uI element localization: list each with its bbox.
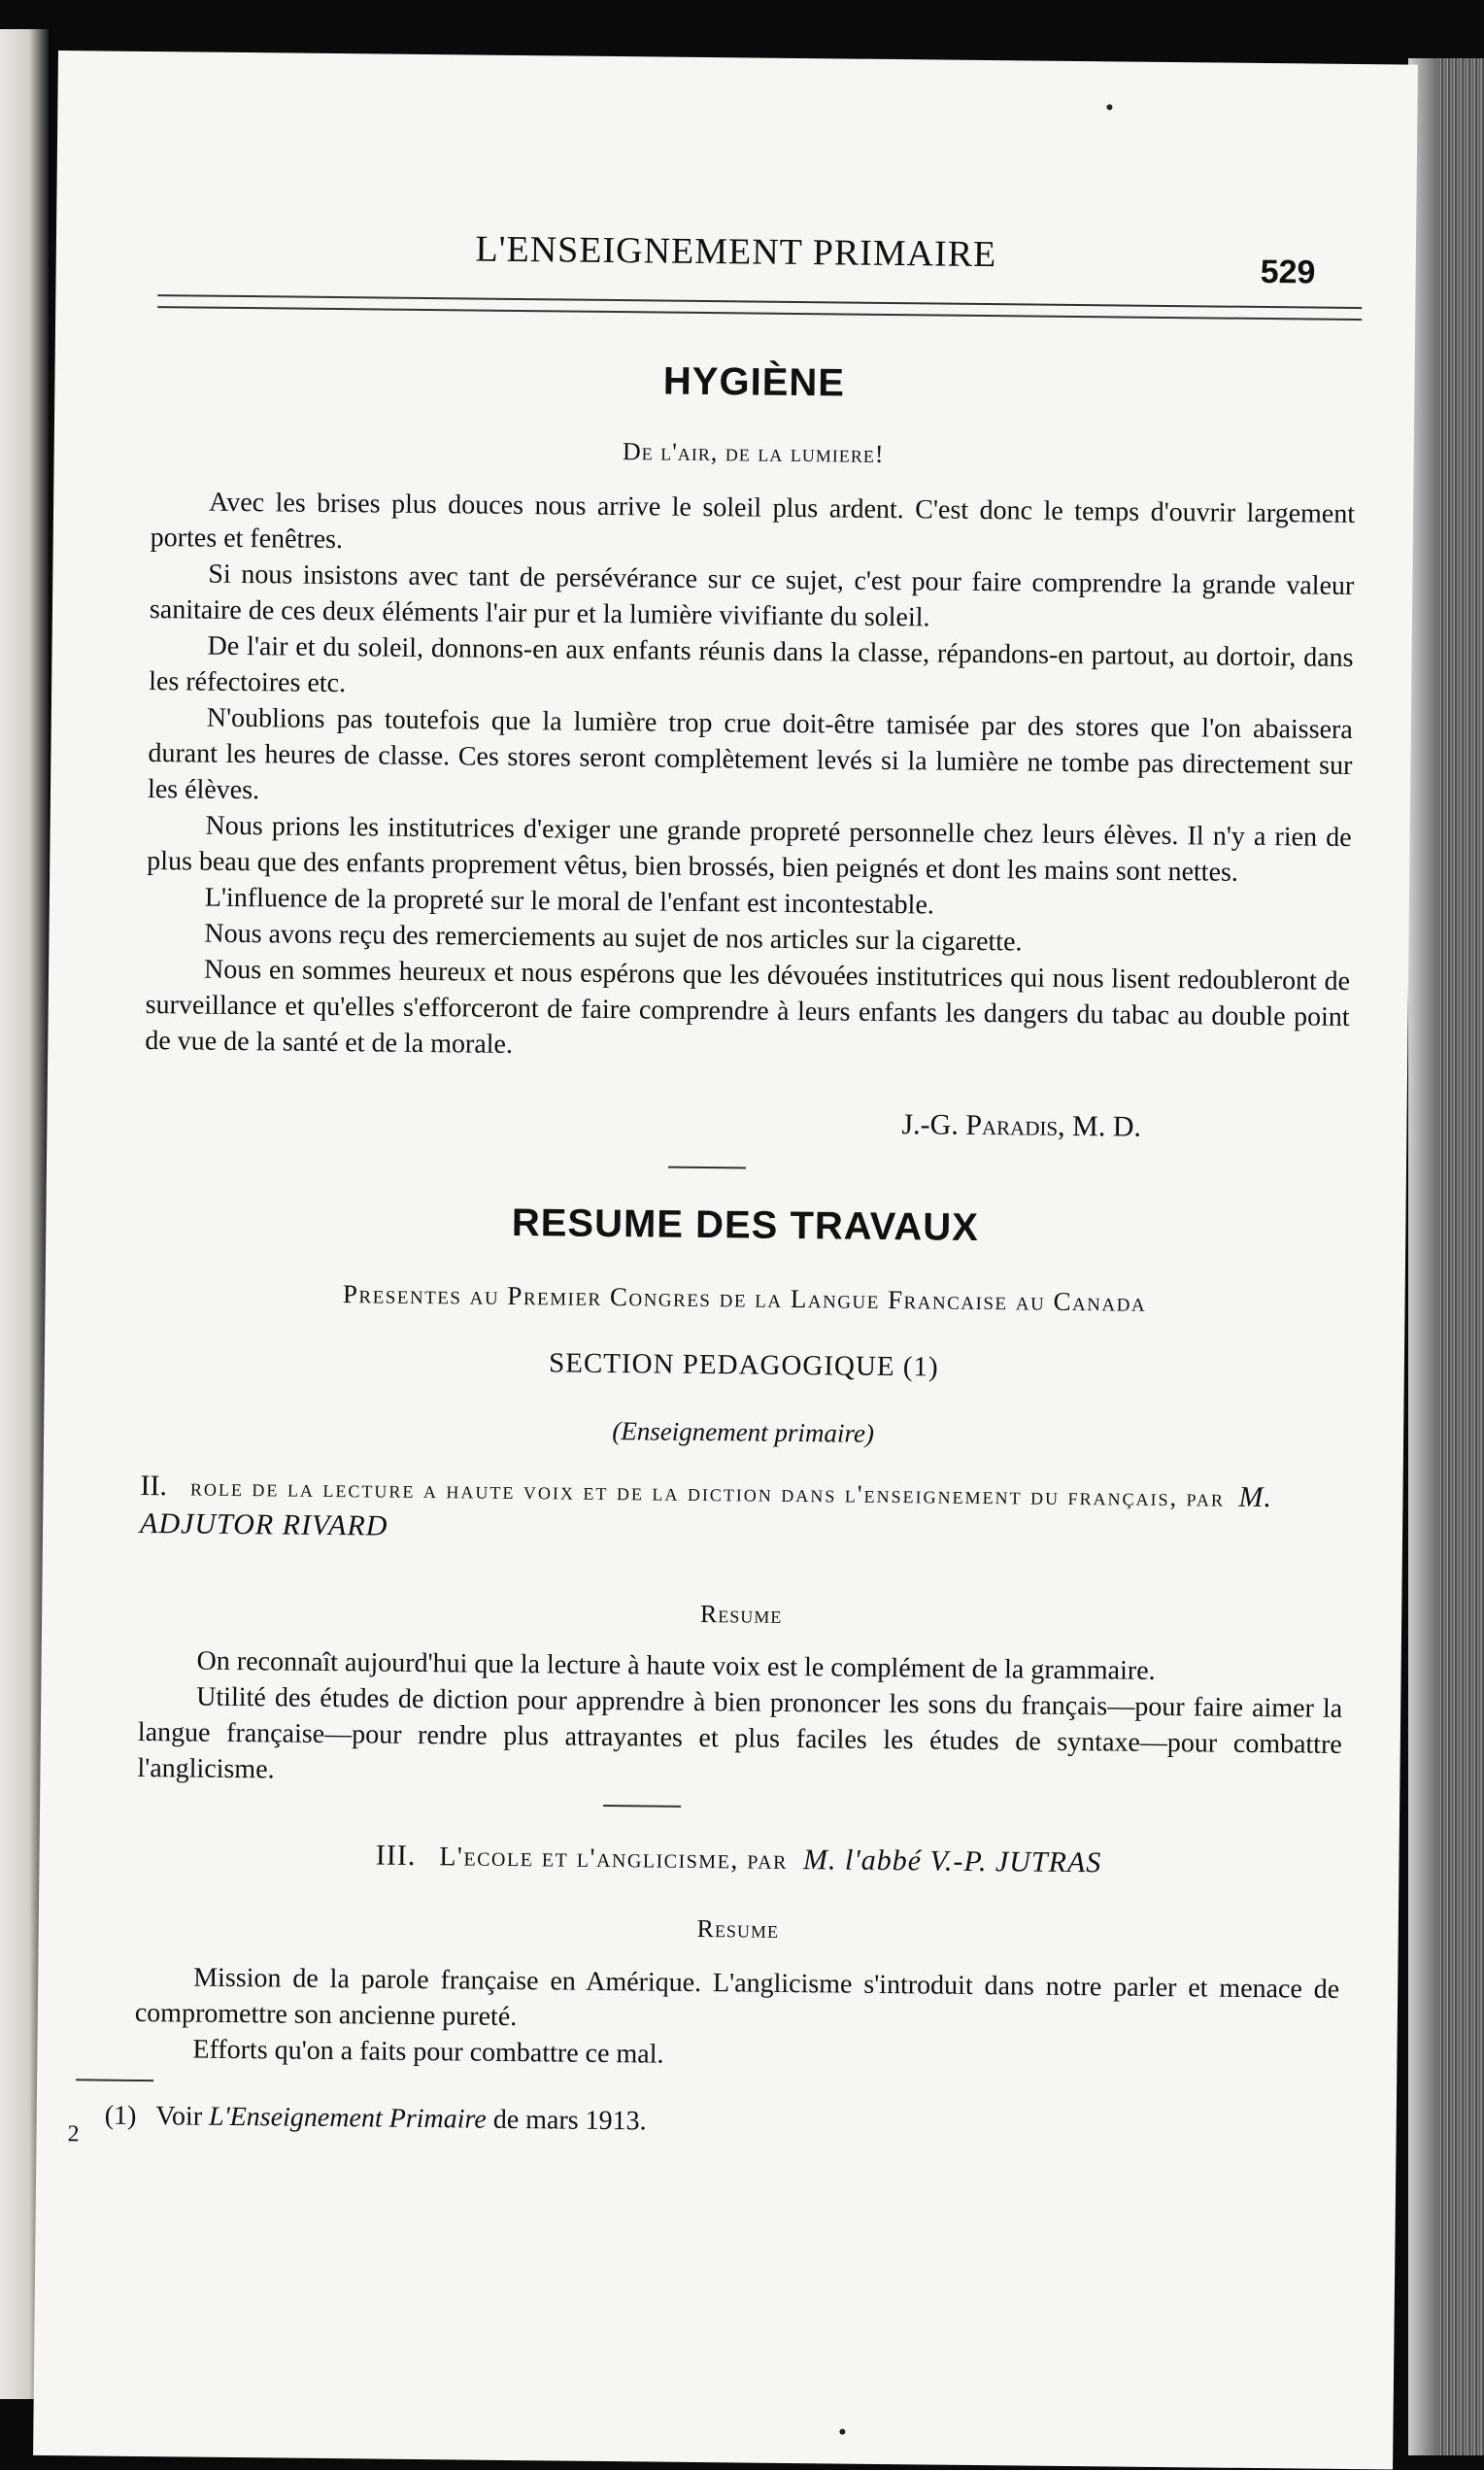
paragraph: L'influence de la propreté sur le moral de l'enfant est incontestable. [204,882,935,921]
item-iii-heading [136,1837,1340,1882]
footnote-rule [76,2079,153,2081]
hygiene-body [145,484,1355,1071]
item-title: role de la lecture a haute voix et de la diction dans l'enseignement du français, par [189,1472,1226,1512]
item-title: L'ecole et l'anglicisme, par [439,1842,789,1876]
paragraph: De l'air et du soleil, donnons-en aux enfants réunis dans la classe, répandons-en partout, au dortoir, dans les réfectoires etc. [149,630,1354,699]
paragraph: On reconnaît aujourd'hui que la lecture à haute voix est le complément de la grammaire. [196,1645,1156,1686]
item-ii-heading [140,1468,1345,1556]
paragraph: Si nous insistons avec tant de persévérance sur ce sujet, c'est pour faire comprendre la grande valeur sanitaire de ces deux éléments l'air pur et la lumière vivifiante du soleil. [149,558,1355,633]
footnote-text-before: Voir [155,2101,203,2132]
paragraph: Nous prions les institutrices d'exiger une grande propreté personnelle chez leurs élèves. Il n'y a rien de plus beau que des enfants proprement vêtus, bien brossés, bien peignés et dont les mains sont nettes. [147,810,1352,888]
speck [1106,104,1112,110]
page-number: 529 [1260,253,1316,291]
item-ii-label: Resume [699,1600,783,1629]
section-heading: SECTION PEDAGOGIQUE (1) [548,1347,939,1383]
item-iii-body [134,1959,1339,2080]
footnote-text-after: de mars 1913. [492,2104,647,2137]
running-title: L'ENSEIGNEMENT PRIMAIRE [475,228,997,276]
footnote-marker: (1) [104,2100,137,2131]
header-rule [157,294,1362,321]
footnote [105,2101,647,2138]
paragraph: Utilité des études de diction pour apprendre à bien prononcer les sons du français—pour faire aimer la langue française—pour rendre plus attrayantes et plus faciles les études de syntaxe—pour combattre l'anglicisme. [137,1681,1343,1785]
section-divider [603,1805,681,1808]
hygiene-subtitle: De l'air, de la lumiere! [622,437,885,468]
paragraph: Efforts qu'on a faits pour combattre ce mal. [192,2034,664,2070]
item-number: III. [375,1839,417,1872]
section-subheading: (Enseignement primaire) [612,1416,875,1448]
paragraph: N'oublions pas toutefois que la lumière trop crue doit-être tamisée par des stores que l'on abaissera durant les heures de classe. Ces stores seront complètement levés si la lumière ne tombe pas directement sur les élèves. [147,702,1353,806]
speck [839,2429,845,2435]
footnote-journal: L'Enseignement Primaire [208,2101,487,2135]
hygiene-signature: J.-G. Paradis, M. D. [901,1108,1142,1143]
book-page-edges [1408,58,1484,2455]
item-number: II. [140,1469,168,1503]
item-iii-label: Resume [696,1913,780,1944]
hygiene-title: HYGIÈNE [662,359,846,405]
signature-mark: 2 [67,2121,80,2148]
item-author: M. l'abbé V.-P. JUTRAS [802,1844,1102,1879]
paragraph: Avec les brises plus douces nous arrive le soleil plus ardent. C'est donc le temps d'ouvrir largement portes et fenêtres. [150,487,1356,556]
paragraph: Mission de la parole française en Amérique. L'anglicisme s'introduit dans notre parler et menace de compromettre son ancienne pureté. [134,1962,1340,2033]
section-divider [668,1167,746,1169]
resume-subtitle: Presentes au Premier Congres de la Langue Francaise au Canada [342,1279,1147,1317]
paragraph: Nous avons reçu des remerciements au sujet de nos articles sur la cigarette. [204,918,1023,958]
item-ii-body [137,1642,1342,1799]
paragraph: Nous en sommes heureux et nous espérons que les dévouées institutrices qui nous lisent redoubleront de surveillance et qu'elles s'efforceront de faire comprendre à leurs enfants les dangers du tabac au double point de vue de la santé et de la morale. [145,954,1351,1060]
resume-title: RESUME DES TRAVAUX [511,1201,980,1249]
item-author: M. ADJUTOR RIVARD [139,1480,1273,1542]
document-page [33,51,1418,2470]
